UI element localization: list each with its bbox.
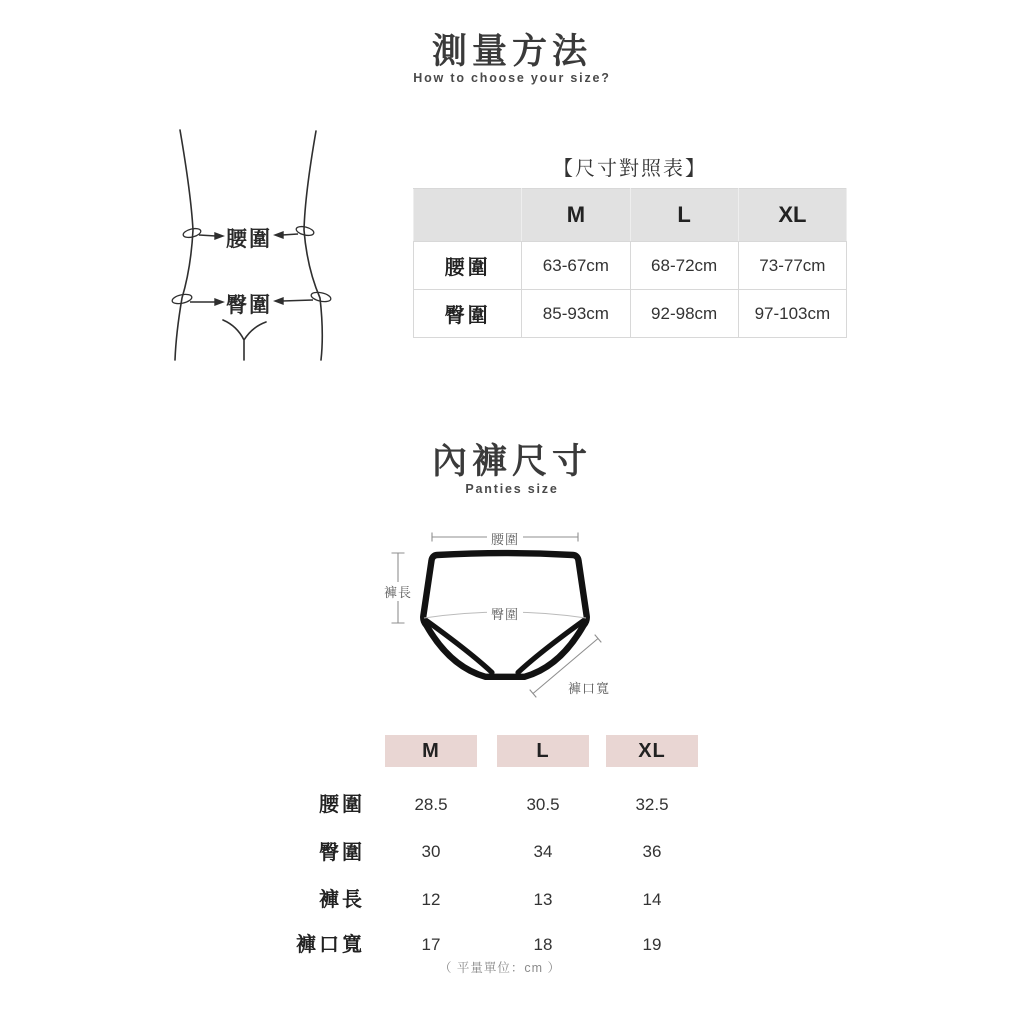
panties-leg-opening-l: 18	[533, 935, 553, 954]
size-chart-caption: 【尺寸對照表】	[553, 158, 707, 180]
panties-size-header-l: L	[497, 735, 589, 767]
panties-hip-label: 臀圍	[487, 604, 523, 623]
panties-waist-m: 28.5	[414, 795, 448, 814]
panties-leg-opening-label: 褲口寬	[564, 678, 614, 697]
body-hip-label: 臀圍	[226, 294, 272, 317]
panties-leg-opening-m: 17	[421, 935, 441, 954]
measure-method-title: 測量方法	[431, 32, 592, 71]
panties-waist-label: 腰圍	[487, 529, 523, 548]
panties-length-m: 12	[421, 890, 441, 909]
size-chart-waist-xl: 73-77cm	[738, 242, 846, 290]
panties-row-label-waist: 腰圍	[319, 794, 365, 816]
panties-size-header-m: M	[385, 735, 477, 767]
panties-length-label: 褲長	[380, 582, 416, 601]
panties-row-label-hip: 臀圍	[319, 842, 365, 864]
size-chart-hip-label: 臀圍	[414, 290, 522, 338]
panties-size-header-xl: XL	[606, 735, 698, 767]
panties-length-l: 13	[533, 890, 553, 909]
leg-opening-curves	[426, 620, 585, 673]
panties-leg-opening-xl: 19	[642, 935, 662, 954]
panties-waist-xl: 32.5	[635, 795, 669, 814]
size-chart-row-hip	[414, 290, 847, 338]
panties-hip-m: 30	[421, 842, 441, 861]
panties-length-xl: 14	[642, 890, 662, 909]
size-chart-header-l: L	[630, 189, 738, 242]
measure-method-subtitle: How to choose your size?	[413, 71, 611, 85]
panties-size-title: 內褲尺寸	[431, 442, 592, 481]
size-chart-table	[413, 188, 847, 338]
size-chart-hip-m: 85-93cm	[522, 290, 630, 338]
size-chart-corner-cell	[414, 189, 522, 242]
panties-hip-l: 34	[533, 842, 553, 861]
panties-row-label-leg-opening: 褲口寬	[296, 934, 365, 956]
body-waist-label: 腰圍	[226, 228, 272, 251]
size-chart-header-m: M	[522, 189, 630, 242]
panties-waist-l: 30.5	[526, 795, 560, 814]
size-chart-row-waist	[414, 242, 847, 290]
unit-footnote: （ 平量單位：cm ）	[438, 961, 562, 975]
panties-hip-xl: 36	[642, 842, 662, 861]
size-chart-hip-l: 92-98cm	[630, 290, 738, 338]
size-chart-waist-m: 63-67cm	[522, 242, 630, 290]
panties-size-subtitle: Panties size	[465, 482, 559, 496]
size-chart-waist-label: 腰圍	[414, 242, 522, 290]
size-chart-header-xl: XL	[738, 189, 846, 242]
size-chart-waist-l: 68-72cm	[630, 242, 738, 290]
panties-row-label-length: 褲長	[319, 889, 365, 911]
size-chart-hip-xl: 97-103cm	[738, 290, 846, 338]
size-chart-header-row	[414, 189, 847, 242]
